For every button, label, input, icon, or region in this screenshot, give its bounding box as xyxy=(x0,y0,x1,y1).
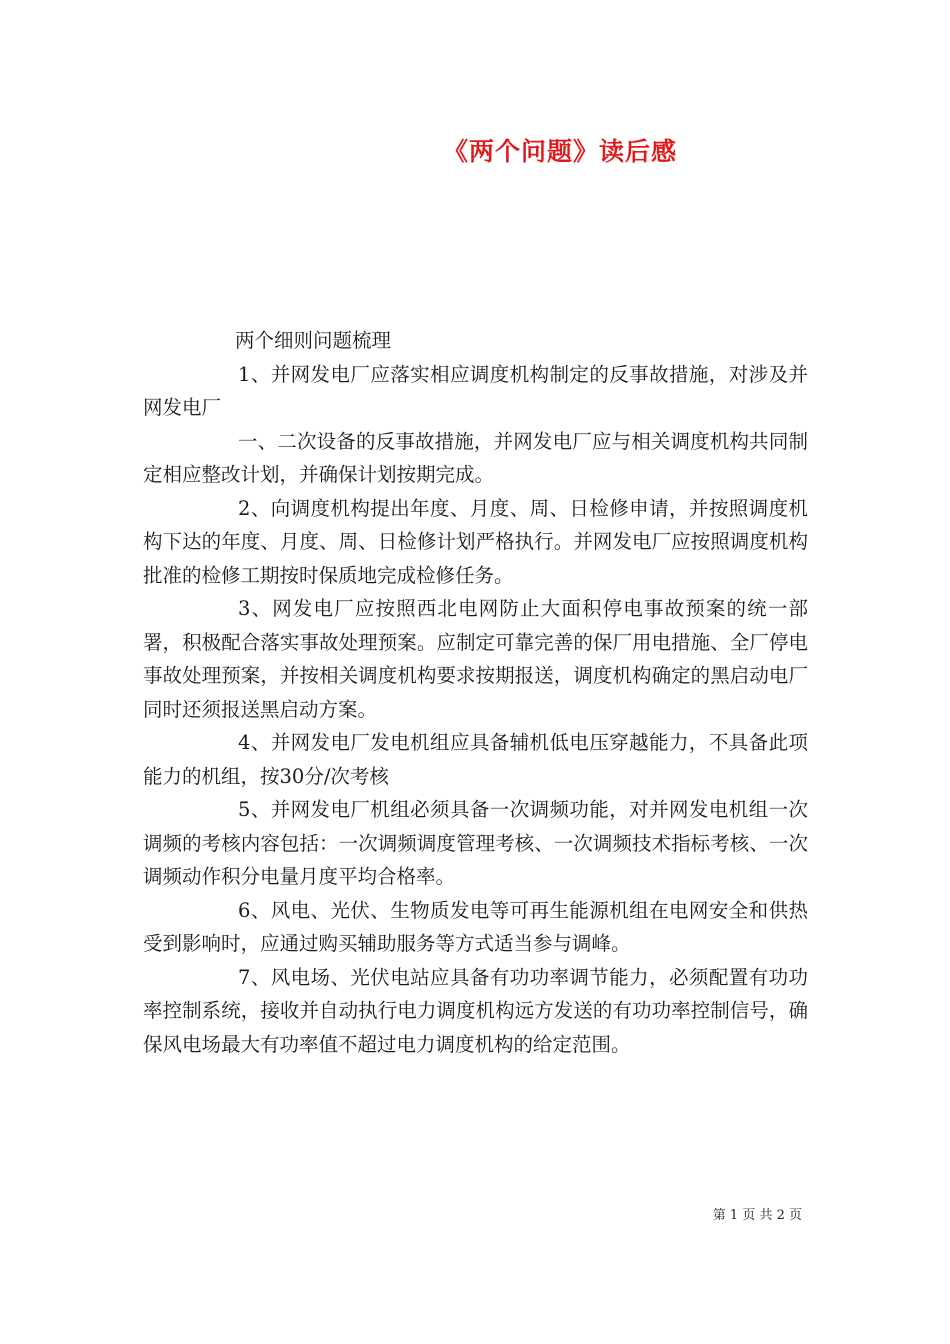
paragraph: 两个细则问题梳理 xyxy=(235,329,392,352)
paragraph: 一、二次设备的反事故措施，并网发电厂应与相关调度机构共同制定相应整改计划，并确保计划按期完成。 xyxy=(143,429,808,486)
paragraph: 5、并网发电厂机组必须具备一次调频功能，对并网发电机组一次调频的考核内容包括：一次调频调度管理考核、一次调频技术指标考核、一次调频动作积分电量月度平均合格率。 xyxy=(143,798,808,888)
document-body xyxy=(143,324,808,1061)
page-number-footer: 第 1 页 共 2 页 xyxy=(712,1208,802,1223)
paragraph: 1、并网发电厂应落实相应调度机构制定的反事故措施，对涉及并网发电厂 xyxy=(143,362,808,419)
paragraph: 3、网发电厂应按照西北电网防止大面积停电事故预案的统一部署，积极配合落实事故处理预案。应制定可靠完善的保厂用电措施、全厂停电事故处理预案，并按相关调度机构要求按期报送，调度机构确定的黑启动电厂同时还须报送黑启动方案。 xyxy=(143,597,808,721)
paragraph: 7、风电场、光伏电站应具备有功功率调节能力，必须配置有功功率控制系统，接收并自动执行电力调度机构远方发送的有功功率控制信号，确保风电场最大有功率值不超过电力调度机构的给定范围。 xyxy=(143,965,808,1056)
document-title: 《两个问题》读后感 xyxy=(442,137,677,166)
paragraph: 6、风电、光伏、生物质发电等可再生能源机组在电网安全和供热受到影响时，应通过购买辅助服务等方式适当参与调峰。 xyxy=(143,898,808,955)
paragraph: 2、向调度机构提出年度、月度、周、日检修申请，并按照调度机构下达的年度、月度、周、日检修计划严格执行。并网发电厂应按照调度机构批准的检修工期按时保质地完成检修任务。 xyxy=(143,496,808,587)
paragraph: 4、并网发电厂发电机组应具备辅机低电压穿越能力，不具备此项能力的机组，按30分/次考核 xyxy=(143,731,808,788)
